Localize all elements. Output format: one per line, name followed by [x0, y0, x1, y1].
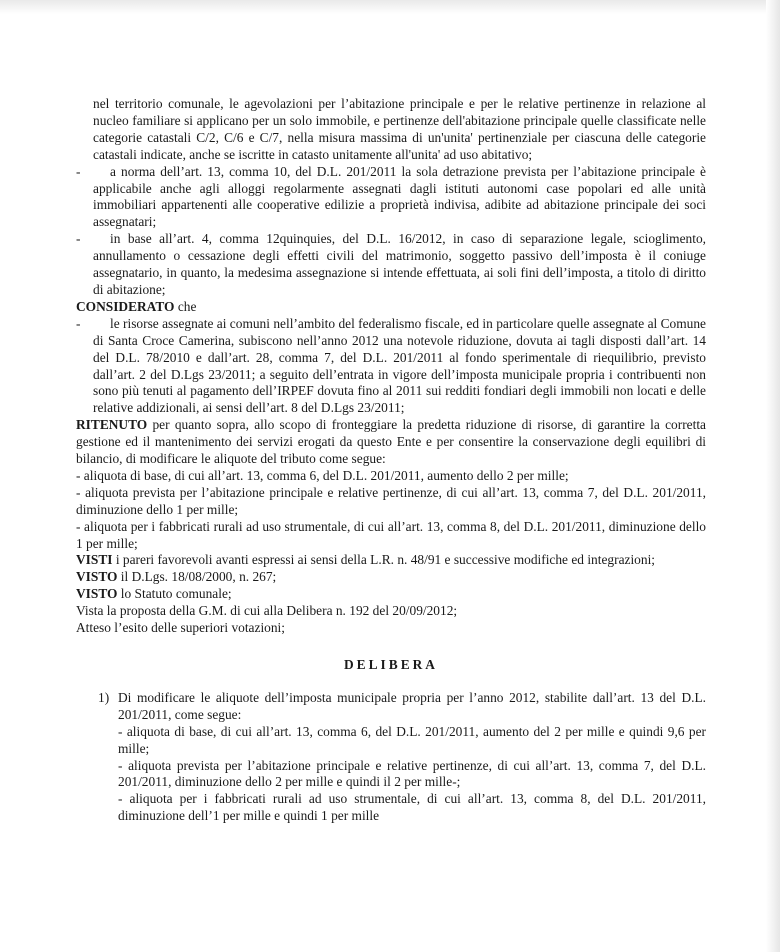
dash-item: [76, 164, 706, 232]
visto-label: VISTO: [76, 569, 118, 585]
dash-item: [76, 316, 706, 417]
aliquota-line: - aliquota di base, di cui all’art. 13, comma 6, del D.L. 201/2011, aumento dello 2 per mille;: [76, 467, 569, 483]
visti-text: i pareri favorevoli avanti espressi ai sensi della L.R. n. 48/91 e successive modifiche ed integrazioni;: [112, 552, 656, 568]
vista-line: Vista la proposta della G.M. di cui alla Delibera n. 192 del 20/09/2012;: [76, 603, 458, 619]
visto-text: lo Statuto comunale;: [117, 586, 232, 602]
dash-item-text: in base all’art. 4, comma 12quinquies, del D.L. 16/2012, in caso di separazione legale, scioglimento, annullamento o cessazione degli effetti civili del matrimonio, soggetto passivo dell’imposta è il coniuge assegnatario, in quanto, la medesima assegnazione si intende effettuata, ai soli fini dell’imposta, a titolo di diritto di abitazione;: [93, 231, 706, 297]
visti-label: VISTI: [76, 552, 113, 568]
dash-marker: -: [76, 315, 81, 331]
aliquota-line: - aliquota per i fabbricati rurali ad uso strumentale, di cui all’art. 13, comma 8, del D.L. 201/2011, diminuzione dello 1 per mille;: [76, 518, 706, 551]
dash-item: [76, 231, 706, 299]
considerato-label: CONSIDERATO: [76, 298, 175, 314]
visto-label: VISTO: [76, 586, 118, 602]
dash-item-text: le risorse assegnate ai comuni nell’ambito del federalismo fiscale, ed in particolare quelle assegnate al Comune di Santa Croce Camerina, subiscono nell’anno 2012 una notevole riduzione, dovuta ai tagli disposti dall’art. 14 del D.L. 78/2010 e dall’art. 28, comma 7, del D.L. 201/2011 al fondo sperimentale di riequilibrio, previsto dall’art. 2 del D.Lgs 23/2011; a seguito dell’entrata in vigore dell’imposta municipale propria i contribuenti non sono più tenuti al pagamento dell’IRPEF dovuta fino al 2011 sui redditi fondiari degli immobili non locati e delle relative addizionali, ai sensi dell’art. 8 del D.Lgs 23/2011;: [93, 315, 706, 416]
item-text: Di modificare le aliquote dell’imposta municipale propria per l’anno 2012, stabilite dall’art. 13 del D.L. 201/2011, come segue:: [118, 689, 706, 722]
ritenuto-paragraph: [76, 417, 706, 468]
deliberation-item: [76, 690, 706, 825]
aliquota-line: - aliquota prevista per l’abitazione principale e relative pertinenze, di cui all’art. 13, comma 7, del D.L. 201/2011, diminuzione dello 1 per mille;: [76, 484, 706, 517]
dash-item-text: a norma dell’art. 13, comma 10, del D.L. 201/2011 la sola detrazione prevista per l’abitazione principale è applicabile anche agli alloggi regolarmente assegnati dagli istituti autonomi case popolari ed alle unità immobiliari appartenenti alle cooperative edilizie a proprietà indivisa, adibite ad abitazione principale dei soci assegnatari;: [93, 163, 706, 230]
visto-text: il D.Lgs. 18/08/2000, n. 267;: [117, 569, 277, 585]
atteso-line: Atteso l’esito delle superiori votazioni;: [76, 620, 285, 636]
intro-paragraph: nel territorio comunale, le agevolazioni per l’abitazione principale e per le relative pertinenze in relazione al nucleo familiare si applicano per un solo immobile, e pertinenze dell'abitazione principale quelle classificate nelle categorie catastali C/2, C/6 e C/7, nella misura massima di un'unita' pertinenziale per ciascuna delle categorie catastali indicate, anche se iscritte in catasto unitamente all'unita' ad uso abitativo;: [93, 96, 706, 162]
right-shadow: [766, 0, 780, 952]
item-line: - aliquota di base, di cui all’art. 13, comma 6, del D.L. 201/2011, aumento del 2 per mille e quindi 9,6 per mille;: [118, 723, 706, 756]
dash-marker: -: [76, 231, 81, 247]
item-line: - aliquota per i fabbricati rurali ad uso strumentale, di cui all’art. 13, comma 8, del D.L. 201/2011, diminuzione dell’1 per mille e quindi 1 per mille: [118, 791, 706, 824]
considerato-text: che: [174, 298, 197, 314]
ritenuto-label: RITENUTO: [76, 417, 148, 433]
delibera-heading: DELIBERA: [344, 657, 438, 672]
visto-line: [76, 569, 706, 586]
document-body: [76, 96, 706, 825]
item-line: - aliquota prevista per l’abitazione principale e relative pertinenze, di cui all’art. 13, comma 7, del D.L. 201/2011, diminuzione dello 2 per mille e quindi il 2 per mille-;: [118, 757, 706, 790]
visto-line: [76, 586, 706, 603]
considerato-line: [76, 299, 706, 316]
item-number: 1): [98, 689, 110, 705]
ritenuto-text: per quanto sopra, allo scopo di fronteggiare la predetta riduzione di risorse, di garantire la corretta gestione ed il mantenimento dei servizi erogati da questo Ente e per consentire la conservazione degli equilibri di bilancio, di modificare le aliquote del tributo come segue:: [76, 417, 706, 467]
dash-marker: -: [76, 163, 81, 179]
top-shadow: [0, 0, 780, 14]
visti-line: [76, 552, 706, 569]
